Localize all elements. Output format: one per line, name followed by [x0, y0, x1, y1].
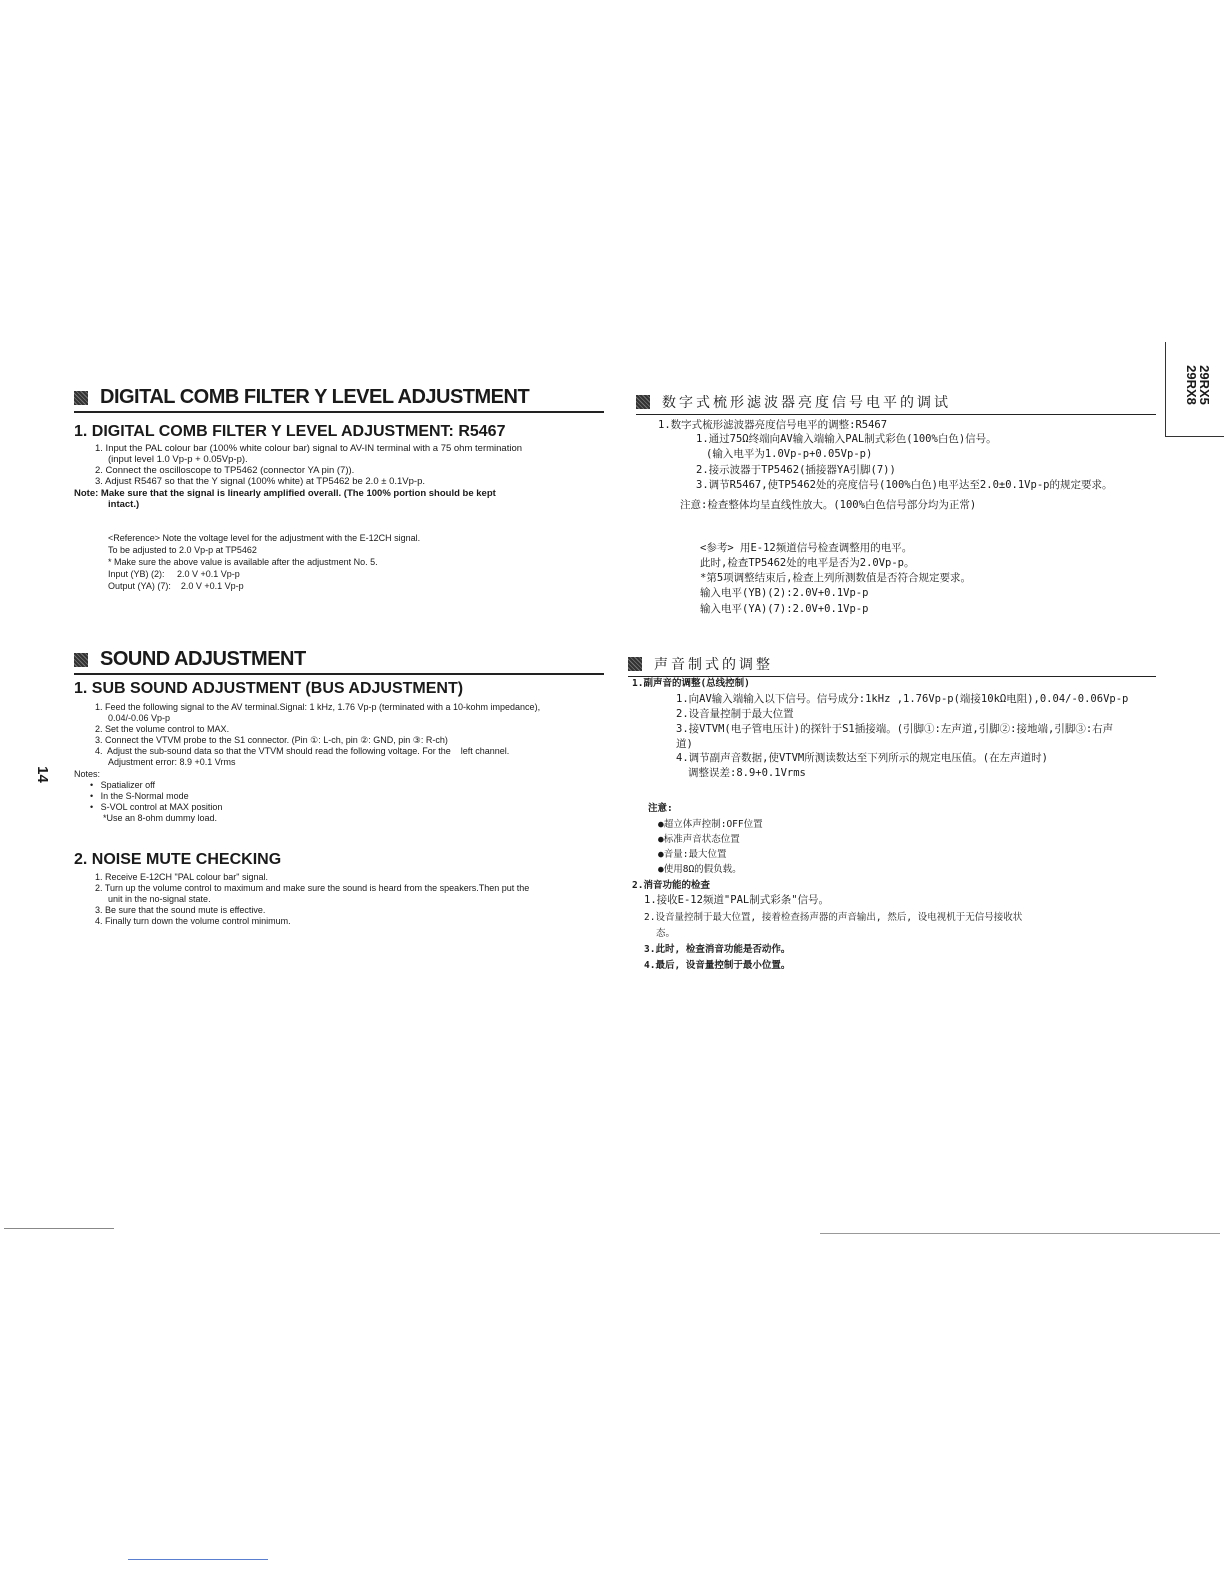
note-line: *Use an 8-ohm dummy load.: [103, 813, 218, 823]
section-heading-comb-filter-zh: [636, 392, 1156, 415]
zh-subsection: 1.副声音的调整(总线控制): [632, 678, 750, 689]
zh-line: 1.通过75Ω终端向AV输入端输入PAL制式彩色(100%白色)信号。: [696, 433, 997, 445]
instruction-line: 4. Finally turn down the volume control minimum.: [95, 916, 291, 926]
model-b: 29RX8: [1183, 365, 1199, 405]
zh-line: 3.调节R5467,使TP5462处的亮度信号(100%白色)电平达至2.0±0.1Vp-p的规定要求。: [696, 479, 1113, 491]
scan-mark: [4, 1228, 114, 1229]
instruction-line: 1. Feed the following signal to the AV terminal.Signal: 1 kHz, 1.76 Vp-p (terminated with a 10-kohm impedance),: [95, 702, 541, 712]
zh-line: 2.设音量控制于最大位置, 接着检查扬声器的声音输出, 然后, 设电视机于无信号接收状: [644, 912, 1023, 923]
zh-note-bullet: ●标准声音状态位置: [658, 834, 740, 845]
subsection-title: 2. NOISE MUTE CHECKING: [74, 851, 282, 868]
model-numbers: [1185, 365, 1211, 405]
zh-note-bullet: ●音量:最大位置: [658, 849, 727, 860]
note-bullet: • Spatializer off: [90, 780, 156, 790]
blue-rule: [128, 1559, 268, 1560]
zh-line: 态。: [656, 928, 676, 939]
zh-line: 3.此时, 检查消音功能是否动作。: [644, 944, 791, 955]
notes-label: Notes:: [74, 769, 101, 779]
section-square-icon: [628, 657, 642, 671]
zh-subsection: 2.消音功能的检查: [632, 880, 710, 891]
reference-line: Input (YB) (2): 2.0 V +0.1 Vp-p: [108, 569, 240, 579]
instruction-line: Adjustment error: 8.9 +0.1 Vrms: [108, 757, 236, 767]
section-title: SOUND ADJUSTMENT: [100, 648, 306, 670]
section-square-icon: [74, 391, 88, 405]
instruction-line: (input level 1.0 Vp-p + 0.05Vp-p).: [108, 454, 248, 465]
section-square-icon: [74, 653, 88, 667]
instruction-line: 2. Turn up the volume control to maximum and make sure the sound is heard from the speakers.Then put the: [95, 883, 530, 893]
instruction-line: 1. Receive E-12CH "PAL colour bar" signal.: [95, 872, 268, 882]
reference-line: <Reference> Note the voltage level for the adjustment with the E-12CH signal.: [108, 533, 421, 543]
section-title: DIGITAL COMB FILTER Y LEVEL ADJUSTMENT: [100, 386, 530, 408]
instruction-line: 3. Be sure that the sound mute is effective.: [95, 905, 266, 915]
scan-mark: [820, 1233, 1220, 1234]
subsection-title: 1. SUB SOUND ADJUSTMENT (BUS ADJUSTMENT): [74, 680, 464, 697]
zh-note-line: 注意:检查整体均呈直线性放大。(100%白色信号部分均为正常): [680, 499, 977, 511]
model-a: 29RX5: [1196, 365, 1212, 405]
section-square-icon: [636, 395, 650, 409]
instruction-line: 2. Connect the oscilloscope to TP5462 (connector YA pin (7)).: [95, 465, 355, 476]
section-heading-sound: [74, 648, 604, 675]
zh-line: 道): [676, 738, 693, 750]
note-line: intact.): [108, 499, 140, 510]
zh-reference-line: *第5项调整结束后,检查上列所测数值是否符合规定要求。: [700, 572, 971, 584]
note-bullet: • In the S-Normal mode: [90, 791, 189, 801]
instruction-line: 4. Adjust the sub-sound data so that the VTVM should read the following voltage. For the left channel.: [95, 746, 510, 756]
page-number: 14: [33, 766, 51, 783]
zh-line: 3.接VTVM(电子管电压计)的探针于S1插接端。(引脚①:左声道,引脚②:接地端,引脚③:右声: [676, 723, 1114, 735]
zh-line: 调整误差:8.9+0.1Vrms: [688, 767, 806, 779]
section-title-zh: 声音制式的调整: [654, 656, 773, 672]
section-heading-sound-zh: [628, 654, 1156, 677]
instruction-line: 0.04/-0.06 Vp-p: [108, 713, 171, 723]
zh-line: (输入电平为1.0Vp-p+0.05Vp-p): [706, 448, 873, 460]
instruction-line: 1. Input the PAL colour bar (100% white colour bar) signal to AV-IN terminal with a 75 ohm termination: [95, 443, 523, 454]
note-bullet: • S-VOL control at MAX position: [90, 802, 223, 812]
instruction-line: unit in the no-signal state.: [108, 894, 211, 904]
section-heading-comb-filter: [74, 386, 604, 413]
zh-line: 4.调节副声音数据,使VTVM所测读数达至下列所示的规定电压值。(在左声道时): [676, 752, 1048, 764]
zh-line: 1.数字式梳形滤波器亮度信号电平的调整:R5467: [658, 419, 888, 431]
reference-line: Output (YA) (7): 2.0 V +0.1 Vp-p: [108, 581, 244, 591]
note-line: Note: Make sure that the signal is linearly amplified overall. (The 100% portion should be kept: [74, 488, 496, 499]
instruction-line: 3. Adjust R5467 so that the Y signal (100% white) at TP5462 be 2.0 ± 0.1Vp-p.: [95, 476, 426, 487]
reference-line: To be adjusted to 2.0 Vp-p at TP5462: [108, 545, 257, 555]
zh-note-bullet: ●超立体声控制:OFF位置: [658, 819, 763, 830]
zh-reference-line: 此时,检查TP5462处的电平是否为2.0Vp-p。: [700, 557, 915, 569]
zh-line: 2.接示波器于TP5462(插接器YA引脚(7)): [696, 464, 896, 476]
zh-notes-label: 注意:: [648, 803, 673, 814]
instruction-line: 3. Connect the VTVM probe to the S1 connector. (Pin ①: L-ch, pin ②: GND, pin ③: R-ch): [95, 735, 448, 745]
zh-reference-line: <参考> 用E-12频道信号检查调整用的电平。: [700, 542, 913, 554]
zh-line: 4.最后, 设音量控制于最小位置。: [644, 960, 791, 971]
zh-line: 1.向AV输入端输入以下信号。信号成分:1kHz ,1.76Vp-p(端接10kΩ电阻),0.04/-0.06Vp-p: [676, 693, 1129, 705]
subsection-title: 1. DIGITAL COMB FILTER Y LEVEL ADJUSTMENT: R5467: [74, 423, 506, 440]
zh-line: 1.接收E-12频道"PAL制式彩条"信号。: [644, 894, 830, 906]
section-title-zh: 数字式梳形滤波器亮度信号电平的调试: [662, 394, 951, 410]
instruction-line: 2. Set the volume control to MAX.: [95, 724, 230, 734]
zh-reference-line: 输入电平(YB)(2):2.0V+0.1Vp-p: [700, 587, 869, 599]
zh-note-bullet: ●使用8Ω的假负载。: [658, 864, 742, 875]
reference-line: * Make sure the above value is available after the adjustment No. 5.: [108, 557, 378, 567]
zh-reference-line: 输入电平(YA)(7):2.0V+0.1Vp-p: [700, 603, 869, 615]
zh-line: 2.设音量控制于最大位置: [676, 708, 794, 720]
